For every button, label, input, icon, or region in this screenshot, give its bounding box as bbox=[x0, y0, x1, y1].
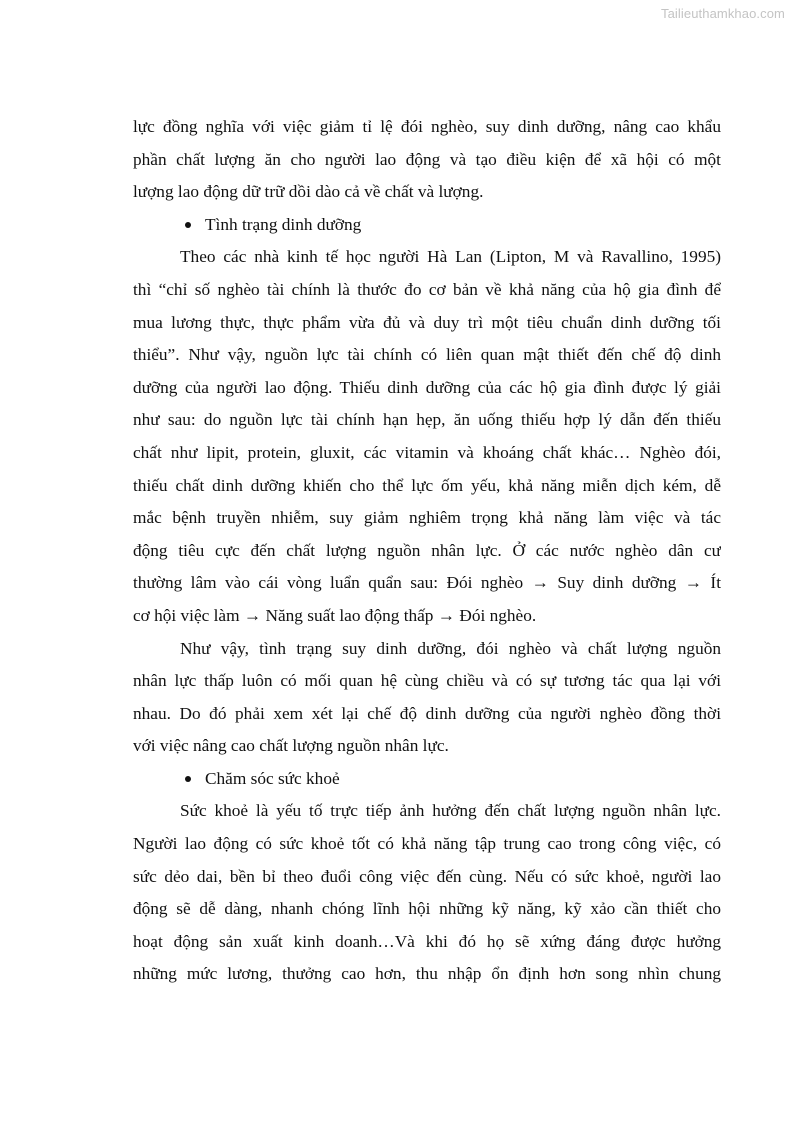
paragraph-line: Người lao động có sức khoẻ tốt có khả năng tập trung cao trong công việc, có bbox=[133, 834, 721, 854]
paragraph-line: chất như lipit, protein, gluxit, các vitamin và khoáng chất khác… Nghèo đói, bbox=[133, 442, 721, 462]
paragraph-line: lượng lao động dữ trữ dồi dào cả về chất và lượng. bbox=[133, 182, 484, 202]
watermark-text: Tailieuthamkhao.com bbox=[660, 6, 785, 21]
paragraph-line: cơ hội việc làm → Năng suất lao động thấp → Đói nghèo. bbox=[133, 605, 537, 625]
bullet-heading bbox=[133, 209, 721, 242]
paragraph-line: mắc bệnh truyền nhiễm, suy giảm nghiêm trọng khả năng làm việc và tác bbox=[133, 508, 721, 528]
paragraph-line: dưỡng của người lao động. Thiếu dinh dưỡng của các hộ gia đình được lý giải bbox=[133, 377, 721, 397]
paragraph-line: hoạt động sản xuất kinh doanh…Và khi đó họ sẽ xứng đáng được hưởng bbox=[133, 931, 721, 951]
paragraph-line: với việc nâng cao chất lượng nguồn nhân lực. bbox=[133, 736, 449, 756]
bullet-icon bbox=[185, 222, 191, 228]
bullet-heading bbox=[133, 763, 721, 796]
bullet-heading-text: Tình trạng dinh dưỡng bbox=[205, 214, 362, 234]
paragraph-line: thiểu”. Như vậy, nguồn lực tài chính có liên quan mật thiết đến chế độ dinh bbox=[133, 345, 721, 365]
document-body bbox=[133, 111, 721, 991]
paragraph-line: phần chất lượng ăn cho người lao động và tạo điều kiện để xã hội có một bbox=[133, 149, 721, 169]
bullet-heading-text: Chăm sóc sức khoẻ bbox=[205, 768, 340, 788]
paragraph-first-line: Như vậy, tình trạng suy dinh dưỡng, đói nghèo và chất lượng nguồn bbox=[180, 638, 721, 658]
paragraph-line: thiếu chất dinh dưỡng khiến cho thể lực ốm yếu, khả năng miễn dịch kém, dễ bbox=[133, 475, 721, 495]
paragraph-line: lực đồng nghĩa với việc giảm tỉ lệ đói nghèo, suy dinh dưỡng, nâng cao khẩu bbox=[133, 117, 721, 136]
paragraph-line: những mức lương, thưởng cao hơn, thu nhập ổn định hơn song nhìn chung bbox=[133, 964, 721, 984]
paragraph-line: nhân lực thấp luôn có mối quan hệ cùng chiều và có sự tương tác qua lại với bbox=[133, 671, 721, 691]
paragraph-line: như sau: do nguồn lực tài chính hạn hẹp, ăn uống thiếu hợp lý dẫn đến thiếu bbox=[133, 410, 721, 430]
paragraph-line: thường lâm vào cái vòng luẩn quẩn sau: Đói nghèo → Suy dinh dưỡng → Ít bbox=[133, 573, 721, 593]
paragraph-line: sức dẻo dai, bền bỉ theo đuổi công việc đến cùng. Nếu có sức khoẻ, người lao bbox=[133, 866, 721, 886]
paragraph-line: động sẽ dễ dàng, nhanh chóng lĩnh hội những kỹ năng, kỹ xảo cần thiết cho bbox=[133, 899, 721, 919]
bullet-icon bbox=[185, 776, 191, 782]
paragraph-first-line: Sức khoẻ là yếu tố trực tiếp ảnh hưởng đến chất lượng nguồn nhân lực. bbox=[180, 801, 721, 821]
paragraph-first-line: Theo các nhà kinh tế học người Hà Lan (Lipton, M và Ravallino, 1995) bbox=[180, 247, 721, 267]
paragraph-line: nhau. Do đó phải xem xét lại chế độ dinh dưỡng của người nghèo đồng thời bbox=[133, 703, 721, 723]
paragraph-line: thì “chỉ số nghèo tài chính là thước đo cơ bản về khả năng của hộ gia đình để bbox=[133, 279, 721, 299]
paragraph-line: động tiêu cực đến chất lượng nguồn nhân lực. Ở các nước nghèo dân cư bbox=[133, 540, 721, 560]
paragraph-line: mua lương thực, thực phẩm vừa đủ và duy trì một tiêu chuẩn dinh dưỡng tối bbox=[133, 312, 721, 332]
